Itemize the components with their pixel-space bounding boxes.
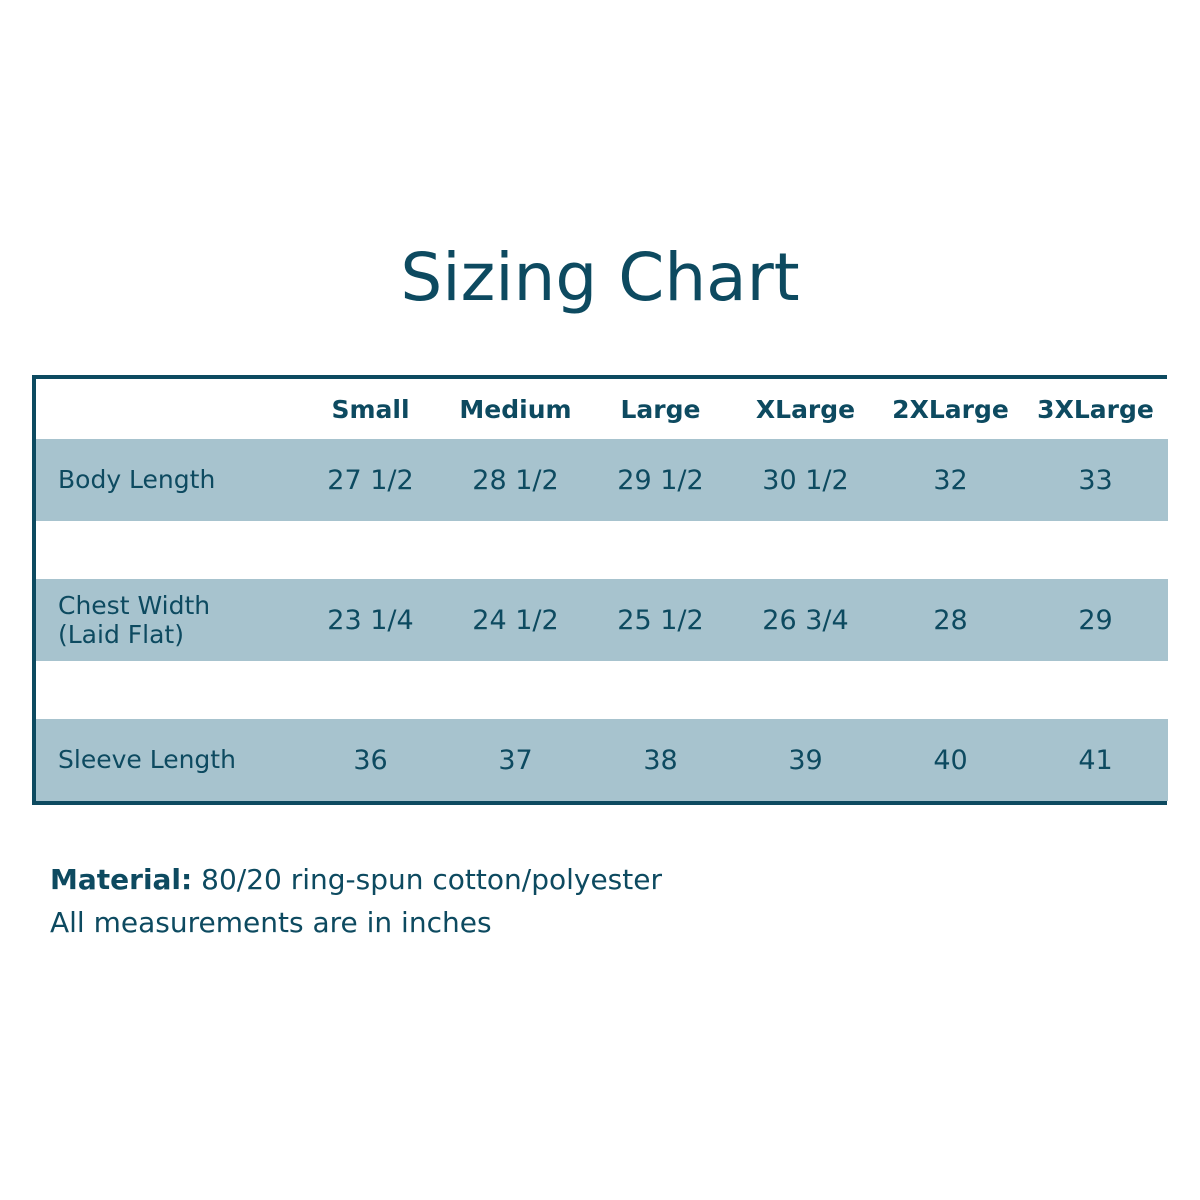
cell-sleeve-length-2xlarge: 40 <box>933 744 968 776</box>
notes-section <box>50 858 1150 945</box>
material-note <box>50 858 1150 901</box>
cell-sleeve-length-small: 36 <box>353 744 388 776</box>
cell-sleeve-length-medium: 37 <box>498 744 533 776</box>
row-label-chest-width <box>36 579 298 661</box>
column-header-xlarge: XLarge <box>733 379 878 439</box>
column-header-2xlarge: 2XLarge <box>878 379 1023 439</box>
spacer-cell <box>36 661 1168 719</box>
cell-chest-width-small: 23 1/4 <box>327 604 414 636</box>
cell-chest-width-large: 25 1/2 <box>617 604 704 636</box>
row-label-chest-width-line2: (Laid Flat) <box>58 620 184 649</box>
row-label-sleeve-length: Sleeve Length <box>58 745 236 775</box>
spacer-cell <box>36 521 1168 579</box>
table-row <box>36 579 1168 661</box>
cell-chest-width-2xlarge: 28 <box>933 604 968 636</box>
column-header-large: Large <box>588 379 733 439</box>
material-label: Material: <box>50 863 193 896</box>
measurement-note: All measurements are in inches <box>50 906 492 940</box>
table-row <box>36 719 1168 801</box>
row-label-chest-width-line1: Chest Width <box>58 590 211 620</box>
column-header-small: Small <box>298 379 443 439</box>
cell-sleeve-length-large: 38 <box>643 744 678 776</box>
sizing-table-container <box>32 375 1167 805</box>
column-header-measurement <box>36 379 298 439</box>
cell-body-length-3xlarge: 33 <box>1078 464 1113 496</box>
sizing-table <box>36 379 1168 801</box>
row-label-body-length: Body Length <box>58 465 216 495</box>
table-header-row <box>36 379 1168 439</box>
material-value: 80/20 ring-spun cotton/polyester <box>192 863 662 896</box>
cell-sleeve-length-xlarge: 39 <box>788 744 823 776</box>
cell-body-length-medium: 28 1/2 <box>472 464 559 496</box>
cell-body-length-large: 29 1/2 <box>617 464 704 496</box>
table-spacer-row <box>36 521 1168 579</box>
cell-body-length-2xlarge: 32 <box>933 464 968 496</box>
cell-body-length-small: 27 1/2 <box>327 464 414 496</box>
cell-sleeve-length-3xlarge: 41 <box>1078 744 1113 776</box>
cell-chest-width-xlarge: 26 3/4 <box>762 604 849 636</box>
column-header-medium: Medium <box>443 379 588 439</box>
cell-chest-width-3xlarge: 29 <box>1078 604 1113 636</box>
table-row <box>36 439 1168 521</box>
cell-body-length-xlarge: 30 1/2 <box>762 464 849 496</box>
page-title: Sizing Chart <box>400 239 800 316</box>
cell-chest-width-medium: 24 1/2 <box>472 604 559 636</box>
column-header-3xlarge: 3XLarge <box>1023 379 1168 439</box>
table-spacer-row <box>36 661 1168 719</box>
